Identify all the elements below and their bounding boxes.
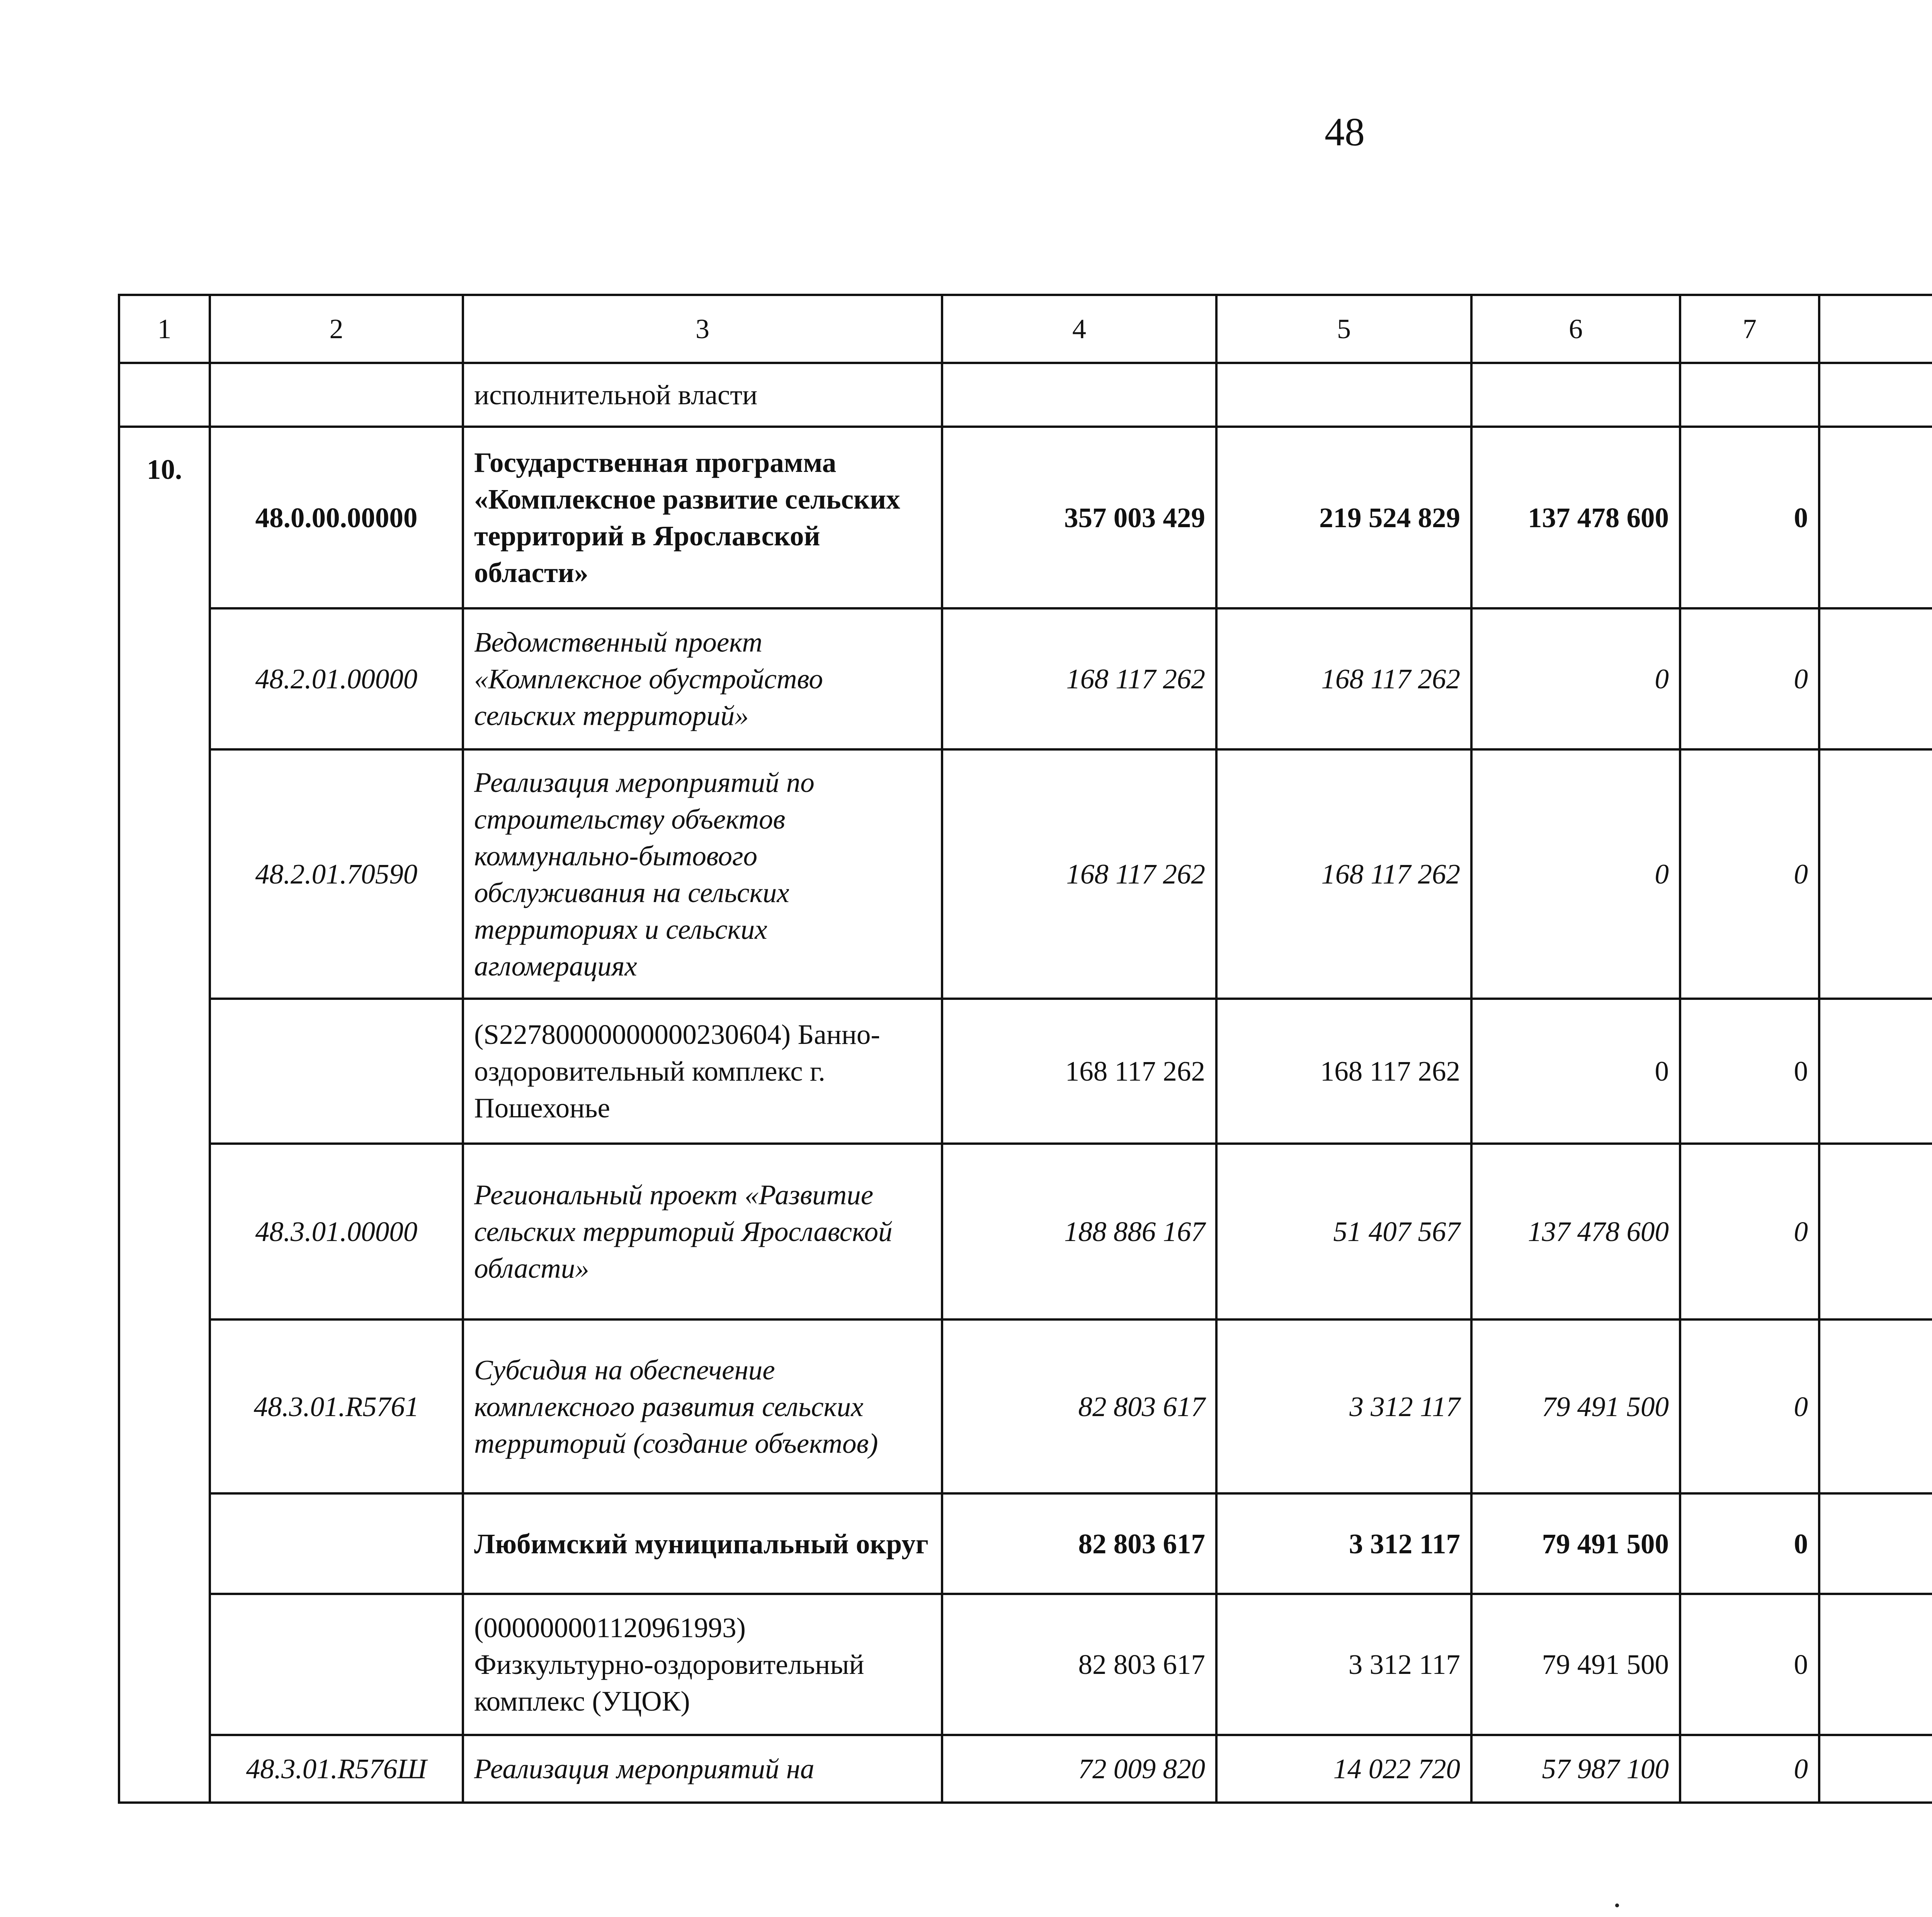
amount-col-8 bbox=[1819, 608, 1932, 749]
amount-col-7: 0 bbox=[1680, 1319, 1819, 1493]
column-number: 7 bbox=[1680, 295, 1819, 363]
table-row bbox=[119, 1493, 1932, 1594]
column-number: 5 bbox=[1216, 295, 1471, 363]
amount-col-8 bbox=[1819, 1735, 1932, 1803]
item-name: Реализация мероприятий на bbox=[463, 1735, 942, 1803]
amount-col-7: 0 bbox=[1680, 1144, 1819, 1319]
amount-col-8 bbox=[1819, 999, 1932, 1144]
amount-col-7: 0 bbox=[1680, 999, 1819, 1144]
amount-col-4: 168 117 262 bbox=[942, 608, 1216, 749]
continued-row bbox=[119, 363, 1932, 427]
table-row bbox=[119, 608, 1932, 749]
budget-code: 48.0.00.00000 bbox=[210, 427, 463, 608]
amount-col-6: 137 478 600 bbox=[1471, 1144, 1680, 1319]
amount-col-7: 0 bbox=[1680, 749, 1819, 999]
table-row bbox=[119, 1319, 1932, 1493]
column-number: 6 bbox=[1471, 295, 1680, 363]
amount-col-5: 3 312 117 bbox=[1216, 1594, 1471, 1735]
amount-col-5: 3 312 117 bbox=[1216, 1319, 1471, 1493]
empty-cell bbox=[119, 363, 210, 427]
budget-table bbox=[118, 294, 1932, 1804]
budget-code: 48.2.01.00000 bbox=[210, 608, 463, 749]
item-name: Ведомственный проект «Комплексное обустройство сельских территорий» bbox=[463, 608, 942, 749]
amount-col-4: 188 886 167 bbox=[942, 1144, 1216, 1319]
scan-speck bbox=[1615, 1903, 1619, 1907]
amount-col-5: 168 117 262 bbox=[1216, 999, 1471, 1144]
amount-col-8 bbox=[1819, 1144, 1932, 1319]
table-row bbox=[119, 1735, 1932, 1803]
table-row bbox=[119, 1594, 1932, 1735]
item-name: (000000001120961993) Физкультурно-оздоровительный комплекс (УЦОК) bbox=[463, 1594, 942, 1735]
amount-col-6: 0 bbox=[1471, 999, 1680, 1144]
amount-col-5: 51 407 567 bbox=[1216, 1144, 1471, 1319]
amount-col-6: 79 491 500 bbox=[1471, 1493, 1680, 1594]
budget-code: 48.3.01.R5761 bbox=[210, 1319, 463, 1493]
budget-code bbox=[210, 1594, 463, 1735]
column-number-row bbox=[119, 295, 1932, 363]
amount-col-5: 3 312 117 bbox=[1216, 1493, 1471, 1594]
amount-col-7: 0 bbox=[1680, 608, 1819, 749]
amount-col-8 bbox=[1819, 1319, 1932, 1493]
table-row bbox=[119, 1144, 1932, 1319]
amount-col-8 bbox=[1819, 749, 1932, 999]
budget-code: 48.3.01.00000 bbox=[210, 1144, 463, 1319]
budget-code bbox=[210, 999, 463, 1144]
amount-col-6: 0 bbox=[1471, 608, 1680, 749]
amount-col-8 bbox=[1819, 427, 1932, 608]
amount-col-5: 168 117 262 bbox=[1216, 749, 1471, 999]
item-name: Субсидия на обеспечение комплексного развития сельских территорий (создание объектов) bbox=[463, 1319, 942, 1493]
amount-col-5: 219 524 829 bbox=[1216, 427, 1471, 608]
amount-col-4: 168 117 262 bbox=[942, 999, 1216, 1144]
item-name: Региональный проект «Развитие сельских территорий Ярославской области» bbox=[463, 1144, 942, 1319]
table-row bbox=[119, 427, 1932, 608]
amount-col-7: 0 bbox=[1680, 1493, 1819, 1594]
column-number: 3 bbox=[463, 295, 942, 363]
amount-col-4: 357 003 429 bbox=[942, 427, 1216, 608]
amount-col-4: 168 117 262 bbox=[942, 749, 1216, 999]
item-name: (S22780000000000230604) Банно-оздоровительный комплекс г. Пошехонье bbox=[463, 999, 942, 1144]
item-name: Государственная программа «Комплексное развитие сельских территорий в Ярославской области» bbox=[463, 427, 942, 608]
amount-col-8 bbox=[1819, 1493, 1932, 1594]
amount-col-7: 0 bbox=[1680, 1594, 1819, 1735]
amount-col-6: 79 491 500 bbox=[1471, 1594, 1680, 1735]
amount-col-4: 82 803 617 bbox=[942, 1319, 1216, 1493]
amount-col-4: 82 803 617 bbox=[942, 1594, 1216, 1735]
amount-col-6: 79 491 500 bbox=[1471, 1319, 1680, 1493]
amount-col-4: 82 803 617 bbox=[942, 1493, 1216, 1594]
amount-col-6: 0 bbox=[1471, 749, 1680, 999]
table-row bbox=[119, 999, 1932, 1144]
page-number: 48 bbox=[1325, 110, 1365, 154]
group-index: 10. bbox=[119, 427, 210, 1803]
budget-code: 48.3.01.R576Ш bbox=[210, 1735, 463, 1803]
amount-col-7: 0 bbox=[1680, 427, 1819, 608]
item-name: Любимский муниципальный округ bbox=[463, 1493, 942, 1594]
amount-col-5: 14 022 720 bbox=[1216, 1735, 1471, 1803]
column-number: 2 bbox=[210, 295, 463, 363]
column-number bbox=[1819, 295, 1932, 363]
amount-col-8 bbox=[1819, 1594, 1932, 1735]
amount-col-6: 57 987 100 bbox=[1471, 1735, 1680, 1803]
amount-col-6: 137 478 600 bbox=[1471, 427, 1680, 608]
table-row bbox=[119, 749, 1932, 999]
amount-col-5: 168 117 262 bbox=[1216, 608, 1471, 749]
column-number: 1 bbox=[119, 295, 210, 363]
amount-col-4: 72 009 820 bbox=[942, 1735, 1216, 1803]
budget-code: 48.2.01.70590 bbox=[210, 749, 463, 999]
column-number: 4 bbox=[942, 295, 1216, 363]
item-name: Реализация мероприятий по строительству объектов коммунально-бытового обслуживания на сельских территориях и сельских агломерациях bbox=[463, 749, 942, 999]
amount-col-7: 0 bbox=[1680, 1735, 1819, 1803]
empty-cell bbox=[210, 363, 463, 427]
budget-code bbox=[210, 1493, 463, 1594]
continued-text: исполнительной власти bbox=[463, 363, 942, 427]
